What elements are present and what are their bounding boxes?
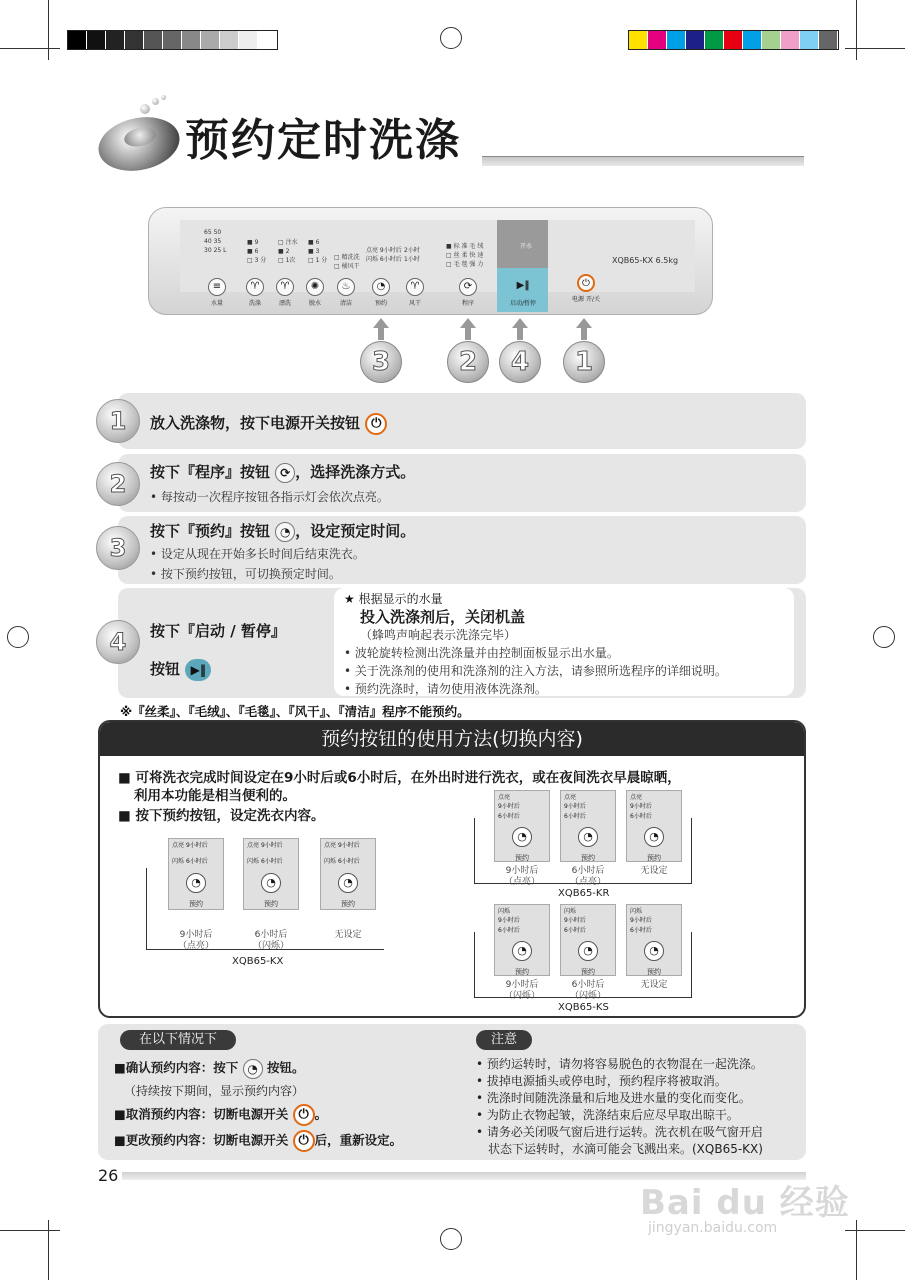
clock-icon: ◔ [243,1059,263,1079]
grayscale-swatches [67,30,278,50]
clock-icon: ◔ [275,522,295,542]
step-1-text: 放入洗涤物，按下电源开关按钮 ⏻ [150,412,387,435]
ks-state-2: 闪烁 9小时后 6小时后 ◔ 预约 [560,904,616,976]
remark: ※『丝柔』、『毛绒』、『毛毯』、『风干』、『清洁』程序不能预约。 [120,704,470,719]
page-number: 26 [98,1166,119,1185]
registration-mark [440,1228,462,1250]
step-number: 4 [96,620,140,664]
registration-mark [440,27,462,49]
caution-pill: 注意 [476,1030,532,1050]
kx-state-3: 点亮 9小时后 闪烁 6小时后 ◔ 预约 [320,838,376,910]
power-icon: ⏻ [293,1130,315,1152]
program-icon: ⟳ [275,463,295,483]
kr-state-1: 点亮 9小时后 6小时后 ◔ 预约 [494,790,550,862]
crop-mark [845,48,905,49]
timer-button[interactable]: ◔ 预约 [366,278,396,307]
color-swatches [628,30,839,50]
start-pause-button[interactable]: ▶‖ 启动/暂停 [509,280,537,307]
callout-4: 4 [499,341,541,383]
registration-mark [873,626,895,648]
rinse-button[interactable]: ♈ 漂洗 [270,278,300,307]
step-number: 3 [96,526,140,570]
power-icon: ⏻ [365,413,387,435]
kx-state-1: 点亮 9小时后 闪烁 6小时后 ◔ 预约 [168,838,224,910]
section-title: 预约按钮的使用方法(切换内容) [100,722,804,756]
crop-mark [48,1220,49,1280]
step-number: 1 [96,399,140,443]
crop-mark [48,0,49,60]
spin-button[interactable]: ✺ 脱水 [300,278,330,307]
callout-1: 1 [563,341,605,383]
page-title: 预约定时洗涤 [185,115,461,166]
program-button[interactable]: ⟳ 程序 [453,278,483,307]
power-button[interactable]: ⏻ 电源 开/关 [570,274,602,303]
power-icon: ⏻ [293,1104,315,1126]
crop-mark [856,1220,857,1280]
registration-mark [7,626,29,648]
ks-state-1: 闪烁 9小时后 6小时后 ◔ 预约 [494,904,550,976]
arrow-up-icon [576,318,592,340]
step-2-text: 按下『程序』按钮 ⟳ ，选择洗涤方式。 [150,463,416,481]
dry-button[interactable]: ♈ 风干 [400,278,430,307]
crop-mark [845,1230,905,1231]
kr-state-3: 点亮 9小时后 6小时后 ◔ 预约 [626,790,682,862]
crop-mark [856,0,857,60]
title-rule [482,156,804,166]
watermark-url: jingyan.baidu.com [648,1220,778,1236]
arrow-up-icon [373,318,389,340]
crop-mark [0,48,60,49]
water-button[interactable]: ≡ 水量 [202,278,232,307]
ks-state-3: 闪烁 9小时后 6小时后 ◔ 预约 [626,904,682,976]
crop-mark [0,1230,60,1231]
watermark: Bai du 经验 [640,1183,850,1223]
kx-state-2: 点亮 9小时后 闪烁 6小时后 ◔ 预约 [243,838,299,910]
wash-button[interactable]: ♈ 洗涤 [240,278,270,307]
step-4-button: 按钮 ▶‖ [150,658,211,681]
step-number: 2 [96,462,140,506]
clean-button[interactable]: ♨ 清洁 [331,278,361,307]
callout-3: 3 [360,341,402,383]
arrow-up-icon [460,318,476,340]
panel-model: XQB65-KX 6.5kg [612,256,679,265]
situation-pill: 在以下情况下 [120,1030,236,1050]
arrow-up-icon [512,318,528,340]
callout-2: 2 [447,341,489,383]
step-3-text: 按下『预约』按钮 ◔ ，设定预定时间。 [150,522,416,540]
play-pause-icon: ▶‖ [185,659,211,681]
kr-state-2: 点亮 9小时后 6小时后 ◔ 预约 [560,790,616,862]
